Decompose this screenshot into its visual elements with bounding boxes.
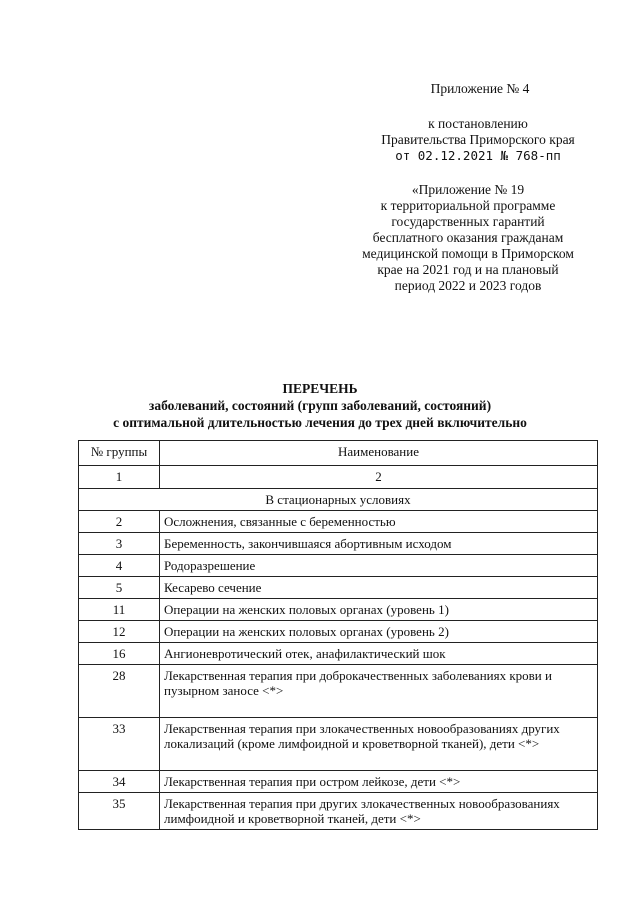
group-number: 28 (79, 665, 160, 718)
group-number: 11 (79, 599, 160, 621)
table-row (79, 793, 598, 830)
heading-title: ПЕРЕЧЕНЬ (282, 381, 358, 396)
group-number: 5 (79, 577, 160, 599)
annex19-line: бесплатного оказания гражданам (372, 230, 564, 245)
table-row (79, 643, 598, 665)
group-name: Ангионевротический отек, анафилактический шок (160, 643, 598, 665)
decree-reference (356, 116, 600, 164)
group-name: Беременность, закончившаяся абортивным исходом (160, 533, 598, 555)
group-name: Лекарственная терапия при злокачественных новообразованиях других локализаций (кроме лимфоидной и кроветворной тканей), дети <*> (160, 718, 598, 771)
table-row (79, 665, 598, 718)
decree-line: к постановлению (428, 116, 528, 131)
heading-subtitle: заболеваний, состояний (групп заболеваний, состояний) (148, 398, 492, 413)
table-row (79, 533, 598, 555)
column-header-name: Наименование (160, 441, 598, 466)
table-row (79, 718, 598, 771)
table-row (79, 577, 598, 599)
group-number: 16 (79, 643, 160, 665)
document-heading (0, 380, 640, 431)
group-name: Лекарственная терапия при других злокачественных новообразованиях лимфоидной и кроветворной тканей, дети <*> (160, 793, 598, 830)
column-index-row (79, 466, 598, 489)
disease-list-table (78, 440, 598, 830)
column-index: 2 (160, 466, 598, 489)
annex19-line: крае на 2021 год и на плановый (377, 262, 559, 277)
group-number: 12 (79, 621, 160, 643)
group-name: Осложнения, связанные с беременностью (160, 511, 598, 533)
group-number: 3 (79, 533, 160, 555)
group-number: 4 (79, 555, 160, 577)
table-header-row (79, 441, 598, 466)
table-row (79, 555, 598, 577)
table-row (79, 771, 598, 793)
group-name: Операции на женских половых органах (уровень 1) (160, 599, 598, 621)
column-index: 1 (79, 466, 160, 489)
column-header-group-number: № группы (79, 441, 160, 466)
annex-title: Приложение № 4 (430, 81, 530, 96)
annex19-line: «Приложение № 19 (411, 182, 525, 197)
annex19-line: к территориальной программе (380, 198, 556, 213)
table-row (79, 621, 598, 643)
annex19-line: медицинской помощи в Приморском (362, 246, 574, 261)
table-row (79, 599, 598, 621)
group-name: Операции на женских половых органах (уровень 2) (160, 621, 598, 643)
group-number: 2 (79, 511, 160, 533)
group-name: Лекарственная терапия при остром лейкозе, дети <*> (160, 771, 598, 793)
group-number: 33 (79, 718, 160, 771)
table-row (79, 511, 598, 533)
decree-date: от 02.12.2021 № 768-пп (395, 148, 561, 163)
group-name: Кесарево сечение (160, 577, 598, 599)
decree-line: Правительства Приморского края (381, 132, 575, 147)
annex19-reference (350, 182, 586, 294)
section-row (79, 489, 598, 511)
group-number: 35 (79, 793, 160, 830)
annex19-line: государственных гарантий (391, 214, 545, 229)
annex19-line: период 2022 и 2023 годов (394, 278, 542, 293)
group-name: Родоразрешение (160, 555, 598, 577)
group-name: Лекарственная терапия при доброкачественных заболеваниях крови и пузырном заносе <*> (160, 665, 598, 718)
section-title: В стационарных условиях (79, 489, 598, 511)
heading-subtitle: с оптимальной длительностью лечения до трех дней включительно (113, 415, 527, 430)
group-number: 34 (79, 771, 160, 793)
